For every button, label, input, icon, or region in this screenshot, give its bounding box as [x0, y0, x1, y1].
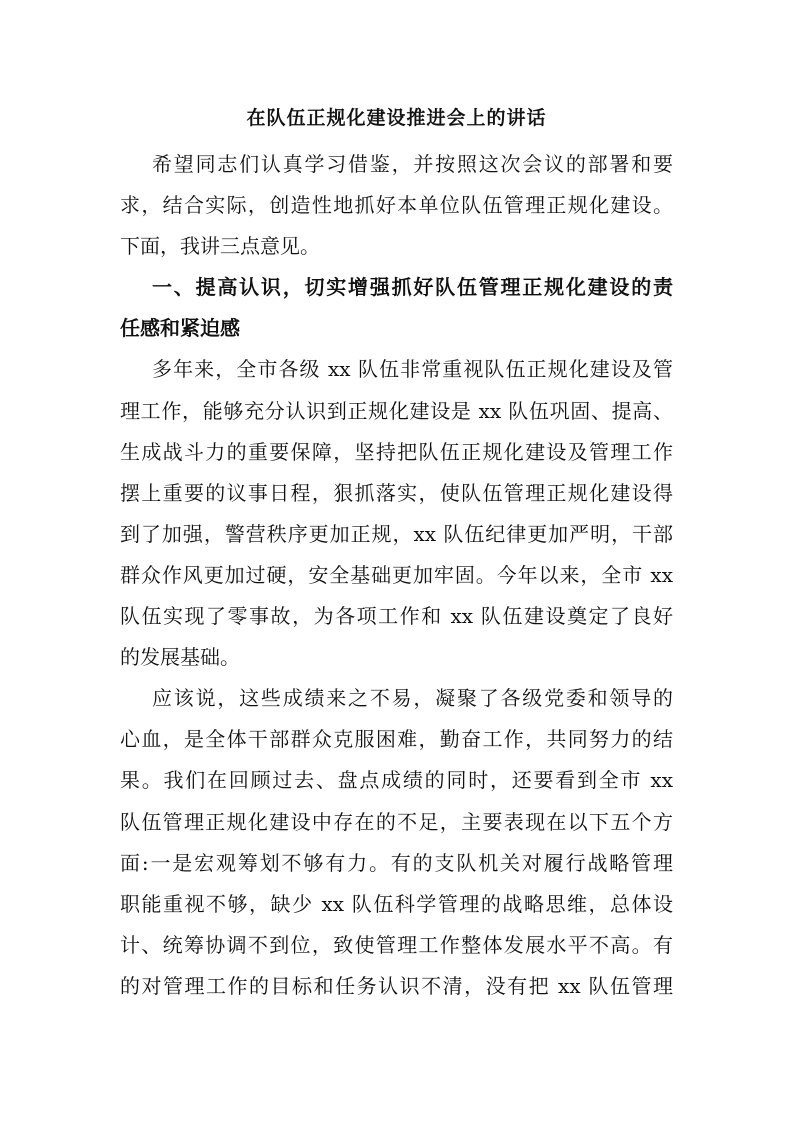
section-heading-1	[120, 267, 673, 349]
text-line: 理工作，能够充分认识到正规化建设是 xx 队伍巩固、提高、	[120, 398, 673, 423]
text-line: 职能重视不够，缺少 xx 队伍科学管理的战略思维，总体设	[120, 891, 673, 916]
document-page	[120, 97, 673, 1007]
text-line: 的发展基础。	[120, 645, 240, 670]
text-line: 摆上重要的议事日程，狠抓落实，使队伍管理正规化建设得	[120, 480, 673, 505]
heading-line: 任感和紧迫感	[120, 316, 240, 341]
text-line: 果。我们在回顾过去、盘点成绩的同时，还要看到全市 xx	[120, 768, 673, 793]
text-line: 求，结合实际，创造性地抓好本单位队伍管理正规化建设。	[120, 193, 673, 218]
text-line: 多年来，全市各级 xx 队伍非常重视队伍正规化建设及管	[152, 357, 673, 382]
text-line: 生成战斗力的重要保障，坚持把队伍正规化建设及管理工作	[120, 439, 673, 464]
text-line: 面:一是宏观筹划不够有力。有的支队机关对履行战略管理	[120, 850, 673, 875]
text-line: 希望同志们认真学习借鉴，并按照这次会议的部署和要	[152, 152, 673, 176]
text-line: 计、统筹协调不到位，致使管理工作整体发展水平不高。有	[120, 932, 673, 957]
heading-line: 一、提高认识，切实增强抓好队伍管理正规化建设的责	[152, 275, 673, 300]
text-line: 队伍管理正规化建设中存在的不足，主要表现在以下五个方	[120, 809, 673, 834]
text-line: 到了加强，警营秩序更加正规，xx 队伍纪律更加严明，干部	[120, 521, 673, 546]
text-line: 群众作风更加过硬，安全基础更加牢固。今年以来，全市 xx	[120, 562, 673, 587]
body-paragraph-1	[120, 349, 673, 678]
text-line: 的对管理工作的目标和任务认识不清，没有把 xx 队伍管理	[120, 973, 673, 998]
body-paragraph-2	[120, 678, 673, 1007]
text-line: 队伍实现了零事故，为各项工作和 xx 队伍建设奠定了良好	[120, 604, 673, 629]
intro-paragraph	[120, 144, 673, 267]
text-line: 心血，是全体干部群众克服困难，勤奋工作，共同努力的结	[120, 727, 673, 752]
text-line: 应该说，这些成绩来之不易，凝聚了各级党委和领导的	[152, 686, 673, 711]
text-line: 下面，我讲三点意见。	[120, 234, 320, 259]
document-title: 在队伍正规化建设推进会上的讲话	[246, 107, 547, 129]
